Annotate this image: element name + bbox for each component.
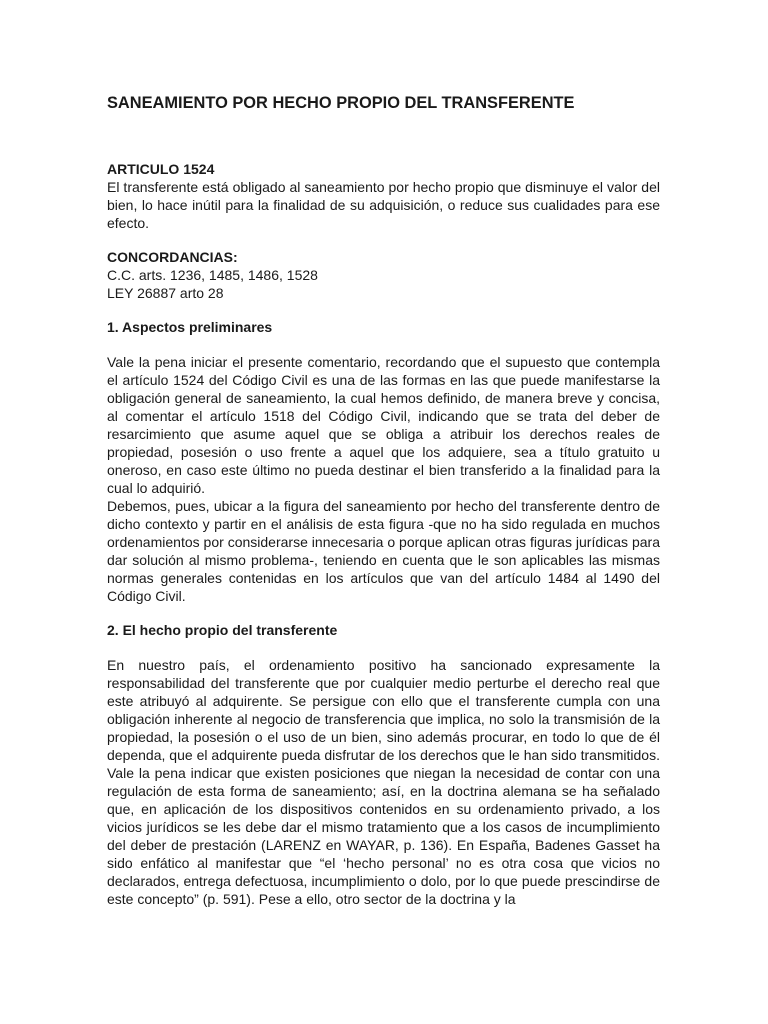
article-heading: ARTICULO 1524 [107, 161, 215, 177]
concordancia-line: C.C. arts. 1236, 1485, 1486, 1528 [107, 267, 318, 283]
spacer [107, 639, 660, 656]
concordancia-line: LEY 26887 arto 28 [107, 285, 224, 301]
article-text: El transferente está obligado al saneamiento por hecho propio que disminuye el valor del bien, lo hace inútil para la finalidad de su adquisición, o reduce sus cualidades para ese efecto. [107, 179, 660, 231]
section-paragraph: En nuestro país, el ordenamiento positivo ha sancionado expresamente la responsabilidad del transferente que por cualquier medio perturbe el derecho real que este atribuyó al adquirente. Se persigue con ello que el transferente cumpla con una obligación inherente al negocio de transferencia que implica, no solo la transmisión de la propiedad, la posesión o el uso de un bien, sino además procurar, en todo lo que de él dependa, que el adquirente pueda disfrutar de los derechos que le han sido transmitidos. Vale la pena indicar que existen posiciones que niegan la necesidad de contar con una regulación de esta forma de saneamiento; así, en la doctrina alemana se ha señalado que, en aplicación de los dispositivos contenidos en su ordenamiento privado, a los vicios jurídicos se les debe dar el mismo tratamiento que a los casos de incumplimiento del deber de prestación (LARENZ en WAYAR, p. 136). En España, Badenes Gasset ha sido enfático al manifestar que “el ‘hecho personal’ no es otra cosa que vicios no declarados, entrega defectuosa, incumplimiento o dolo, por lo que puede prescindirse de este concepto” (p. 591). Pese a ello, otro sector de la doctrina y la [107, 657, 660, 907]
section-paragraph: Vale la pena iniciar el presente comentario, recordando que el supuesto que contempla el artículo 1524 del Código Civil es una de las formas en las que puede manifestarse la obligación general de saneamiento, la cual hemos definido, de manera breve y concisa, al comentar el artículo 1518 del Código Civil, indicando que se trata del deber de resarcimiento que asume aquel que se obliga a atribuir los derechos reales de propiedad, posesión o uso frente a aquel que los adquiere, sea a título gratuito u oneroso, en caso este último no pueda destinar el bien transferido a la finalidad para la cual lo adquirió. [107, 354, 660, 496]
spacer [107, 232, 660, 248]
section-heading-hecho-propio: 2. El hecho propio del transferente [107, 622, 338, 638]
concordancias-label: CONCORDANCIAS: [107, 249, 238, 265]
document-title: SANEAMIENTO POR HECHO PROPIO DEL TRANSFERENTE [107, 94, 575, 112]
spacer [107, 605, 660, 621]
section-heading-aspectos: 1. Aspectos preliminares [107, 319, 273, 335]
section-paragraph: Debemos, pues, ubicar a la figura del saneamiento por hecho del transferente dentro de dicho contexto y partir en el análisis de esta figura -que no ha sido regulada en muchos ordenamientos por considerarse innecesaria o porque aplican otras figuras jurídicas para dar solución al mismo problema-, teniendo en cuenta que le son aplicables las mismas normas generales contenidas en los artículos que van del artículo 1484 al 1490 del Código Civil. [107, 498, 660, 604]
spacer [107, 336, 660, 353]
spacer [107, 302, 660, 318]
